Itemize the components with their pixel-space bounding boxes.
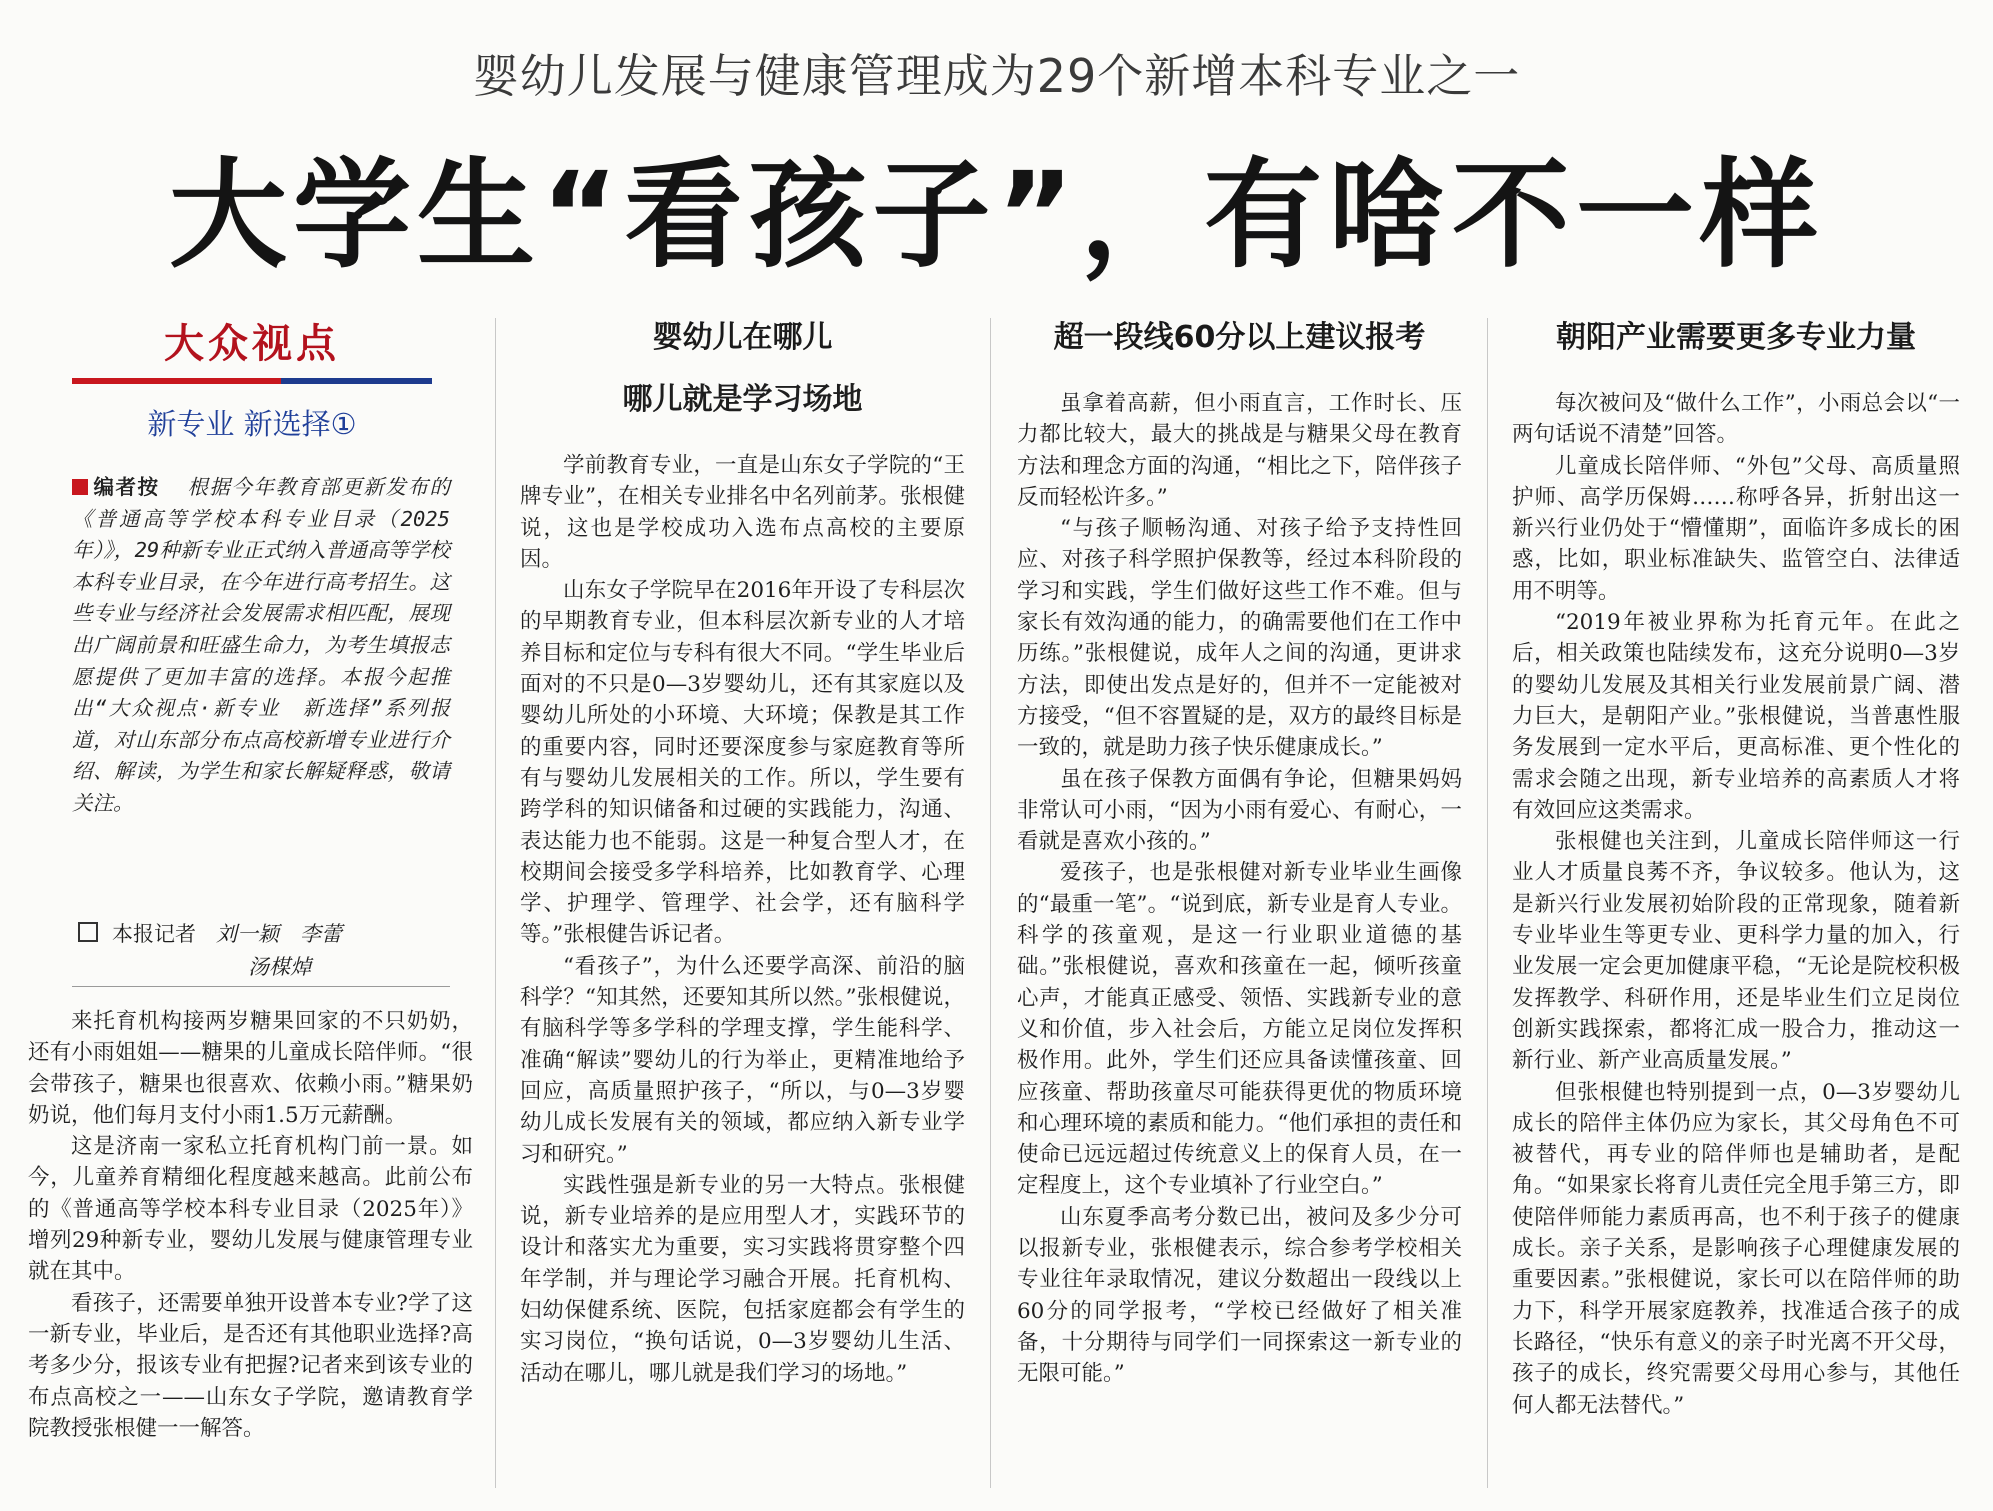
paragraph: “与孩子顺畅沟通、对孩子给予支持性回应、对孩子科学照护保教等，经过本科阶段的学习和实践，学生们做好这些工作不难。但与家长有效沟通的能力，的确需要他们在工作中历练。”张根健说，成年人之间的沟通，更讲求方法，即使出发点是好的，但并不一定能被对方接受，“但不容置疑的是，双方的最终目标是一致的，就是助力孩子快乐健康成长。” <box>1017 516 1462 761</box>
paragraph: 爱孩子，也是张根健对新专业毕业生画像的“最重一笔”。“说到底，新专业是育人专业。科学的孩童观，是这一行业职业道德的基础。”张根健说，喜欢和孩童在一起，倾听孩童心声，才能真正感受、领悟、实践新专业的意义和价值，步入社会后，方能立足岗位发挥积极作用。此外，学生们还应具备读懂孩童、回应孩童、帮助孩童尽可能获得更优的物质环境和心理环境的素质和能力。“他们承担的责任和使命已远远超过传统意义上的保育人员，在一定程度上，这个专业填补了行业空白。” <box>1017 860 1462 1199</box>
column-divider <box>495 318 496 1488</box>
column-divider <box>1487 318 1488 1488</box>
kicker-subtitle: 婴幼儿发展与健康管理成为29个新增本科专业之一 <box>472 49 1521 103</box>
brand-bar-blue <box>281 378 432 384</box>
paragraph: 虽在孩子保教方面偶有争论，但糖果妈妈非常认可小雨，“因为小雨有爱心、有耐心，一看就是喜欢小孩的。” <box>1017 766 1462 855</box>
column-divider <box>990 318 991 1488</box>
byline-label: 本报记者 <box>112 922 196 946</box>
divider <box>72 986 450 987</box>
paragraph: 这是济南一家私立托育机构门前一景。如今，儿童养育精细化程度越来越高。此前公布的《普通高等学校本科专业目录（2025年）》增列29种新专业，婴幼儿发展与健康管理专业就在其中。 <box>28 1134 473 1285</box>
square-bullet-icon <box>72 479 88 495</box>
paragraph: “2019年被业界称为托育元年。在此之后，相关政策也陆续发布，这充分说明0—3岁的婴幼儿发展及其相关行业发展前景广阔、潜力巨大，是朝阳产业。”张根健说，当普惠性服务发展到一定水平后，更高标准、更个性化的需求会随之出现，新专业培养的高素质人才将有效回应这类需求。 <box>1512 610 1960 823</box>
section-subheading: 哪儿就是学习场地 <box>622 382 863 417</box>
column-2 <box>520 318 965 1508</box>
section-heading: 超一段线60分以上建议报考 <box>1053 320 1426 355</box>
paragraph: 张根健也关注到，儿童成长陪伴师这一行业人才质量良莠不齐，争议较多。他认为，这是新兴行业发展初始阶段的正常现象，随着新专业毕业生等更专业、更科学力量的加入，行业发展一定会更加健康平稳，“无论是院校积极发挥教学、科研作用，还是毕业生们立足岗位创新实践探索，都将汇成一股合力，推动这一新行业、新产业高质量发展。” <box>1512 829 1960 1074</box>
byline-names: 刘一颖 李蕾 <box>216 922 343 946</box>
paragraph: 虽拿着高薪，但小雨直言，工作时长、压力都比较大，最大的挑战是与糖果父母在教育方法和理念方面的沟通，“相比之下，陪伴孩子反而轻松许多。” <box>1017 391 1462 510</box>
paragraph: 学前教育专业，一直是山东女子学院的“王牌专业”，在相关专业排名中名列前茅。张根健说，这也是学校成功入选布点高校的主要原因。 <box>520 453 965 572</box>
byline-names-2: 汤楳焯 <box>248 955 311 979</box>
brand-bar <box>72 378 432 388</box>
column-3 <box>1017 318 1462 1508</box>
column-brand <box>72 318 432 443</box>
editor-note <box>72 472 450 820</box>
column-4 <box>1512 318 1960 1508</box>
paragraph: 来托育机构接两岁糖果回家的不只奶奶，还有小雨姐姐——糖果的儿童成长陪伴师。“很会带孩子，糖果也很喜欢、依赖小雨。”糖果奶奶说，他们每月支付小雨1.5万元薪酬。 <box>28 1009 473 1128</box>
paragraph: 山东夏季高考分数已出，被问及多少分可以报新专业，张根健表示，综合参考学校相关专业往年录取情况，建议分数超出一段线以上60分的同学报考，“学校已经做好了相关准备，十分期待与同学们一同探索这一新专业的无限可能。” <box>1017 1204 1462 1387</box>
brand-bar-red <box>72 378 281 384</box>
editor-note-label: 编者按 <box>72 475 160 499</box>
series-title: 新专业 新选择① <box>147 407 357 441</box>
editor-note-text: 根据今年教育部更新发布的《普通高等学校本科专业目录（2025年）》，29种新专业正式纳入普通高等学校本科专业目录，在今年进行高考招生。这些专业与经济社会发展需求相匹配，展现出广阔前景和旺盛生命力，为考生填报志愿提供了更加丰富的选择。本报今起推出“大众视点·新专业 新选择”系列报道，对山东部分布点高校新增专业进行介绍、解读，为学生和家长解疑释惑，敬请关注。 <box>72 475 451 815</box>
paragraph: 但张根健也特别提到一点，0—3岁婴幼儿成长的陪伴主体仍应为家长，其父母角色不可被替代，再专业的陪伴师也是辅助者，是配角。“如果家长将育儿责任完全甩手第三方，即使陪伴师能力素质再高，也不利于孩子的健康成长。亲子关系，是影响孩子心理健康发展的重要因素。”张根健说，家长可以在陪伴师的助力下，科学开展家庭教养，找准适合孩子的成长路径，“快乐有意义的亲子时光离不开父母，孩子的成长，终究需要父母用心参与，其他任何人都无法替代。” <box>1512 1079 1960 1418</box>
paragraph: 看孩子，还需要单独开设普本专业?学了这一新专业，毕业后，是否还有其他职业选择?高考多少分，报该专业有把握?记者来到该专业的布点高校之一——山东女子学院，邀请教育学院教授张根健一一解答。 <box>28 1290 473 1441</box>
column-1-body <box>28 1006 473 1506</box>
main-headline: 大学生“看孩子”，有啥不一样 <box>168 146 1825 284</box>
paragraph: 山东女子学院早在2016年开设了专科层次的早期教育专业，但本科层次新专业的人才培养目标和定位与专科有很大不同。“学生毕业后面对的不只是0—3岁婴幼儿，还有其家庭以及婴幼儿所处的小环境、大环境；保教是其工作的重要内容，同时还要深度参与家庭教育等所有与婴幼儿发展相关的工作。所以，学生要有跨学科的知识储备和过硬的实践能力，沟通、表达能力也不能弱。这是一种复合型人才，在校期间会接受多学科培养，比如教育学、心理学、护理学、管理学、社会学，还有脑科学等。”张根健告诉记者。 <box>520 578 965 948</box>
section-heading: 婴幼儿在哪儿 <box>652 320 833 355</box>
square-outline-icon <box>78 922 98 942</box>
paragraph: 实践性强是新专业的另一大特点。张根健说，新专业培养的是应用型人才，实践环节的设计和落实尤为重要，实习实践将贯穿整个四年学制，并与理论学习融合开展。托育机构、妇幼保健系统、医院，包括家庭都会有学生的实习岗位，“换句话说，0—3岁婴幼儿生活、活动在哪儿，哪儿就是我们学习的场地。” <box>520 1172 965 1386</box>
paragraph: 儿童成长陪伴师、“外包”父母、高质量照护师、高学历保姆……称呼各异，折射出这一新兴行业仍处于“懵懂期”，面临许多成长的困惑，比如，职业标准缺失、监管空白、法律适用不明等。 <box>1512 453 1960 604</box>
byline <box>78 918 450 984</box>
section-heading: 朝阳产业需要更多专业力量 <box>1556 320 1916 355</box>
paragraph: “看孩子”，为什么还要学高深、前沿的脑科学？“知其然，还要知其所以然。”张根健说，有脑科学等多学科的学理支撑，学生能科学、准确“解读”婴幼儿的行为举止，更精准地给予回应，高质量照护孩子，“所以，与0—3岁婴幼儿成长发展有关的领域，都应纳入新专业学习和研究。” <box>520 953 965 1167</box>
brand-logo: 大众视点 <box>164 321 340 367</box>
paragraph: 每次被问及“做什么工作”，小雨总会以“一两句话说不清楚”回答。 <box>1512 391 1960 448</box>
